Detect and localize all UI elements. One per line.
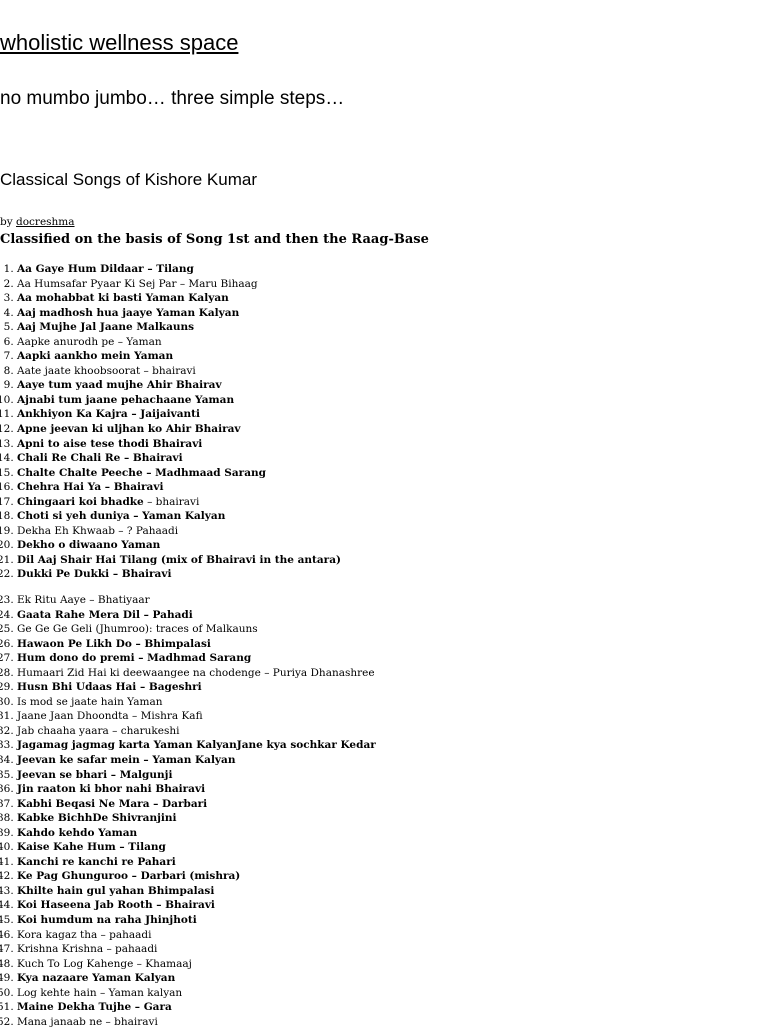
song-list-item bbox=[17, 608, 376, 623]
song-raag-suffix: – bhairavi bbox=[143, 495, 200, 508]
song-title: Chalte Chalte Peeche – Madhmaad Sarang bbox=[17, 466, 266, 479]
song-title: Dil Aaj Shair Hai Tilang (mix of Bhairavi in the antara) bbox=[17, 553, 341, 566]
song-title: Apni to aise tese thodi Bhairavi bbox=[17, 437, 203, 450]
song-title: Ajnabi tum jaane pehachaane Yaman bbox=[17, 393, 235, 406]
song-list-item bbox=[17, 957, 376, 972]
song-list-item bbox=[17, 1015, 376, 1029]
song-list-item bbox=[17, 782, 376, 797]
song-title: Chingaari koi bhadke bbox=[17, 495, 144, 508]
song-title: Aaye tum yaad mujhe Ahir Bhairav bbox=[17, 379, 222, 392]
song-list-item bbox=[17, 680, 376, 695]
song-title: Aa mohabbat ki basti Yaman Kalyan bbox=[17, 292, 229, 305]
song-title: Kabhi Beqasi Ne Mara – Darbari bbox=[17, 797, 208, 810]
song-title: Apne jeevan ki uljhan ko Ahir Bhairav bbox=[17, 423, 241, 436]
song-list-item bbox=[17, 898, 376, 913]
song-title: Khilte hain gul yahan Bhimpalasi bbox=[17, 884, 215, 897]
song-list-item bbox=[17, 913, 376, 928]
song-list-item bbox=[17, 495, 341, 510]
song-list-item bbox=[17, 451, 341, 466]
song-list-item bbox=[17, 378, 341, 393]
song-title: Choti si yeh duniya – Yaman Kalyan bbox=[17, 510, 226, 523]
song-title: Hum dono do premi – Madhmad Sarang bbox=[17, 652, 252, 665]
song-list-item bbox=[17, 651, 376, 666]
song-list-item bbox=[17, 666, 376, 681]
song-title: Aapki aankho mein Yaman bbox=[17, 350, 174, 363]
song-list-item bbox=[17, 709, 376, 724]
song-title: Aa Gaye Hum Dildaar – Tilang bbox=[17, 263, 194, 275]
song-list-item bbox=[17, 622, 376, 637]
song-title: Humaari Zid Hai ki deewaangee na chodenge – Puriya Dhanashree bbox=[17, 666, 375, 679]
song-title: Koi Haseena Jab Rooth – Bhairavi bbox=[17, 899, 215, 912]
song-title: Kabke BichhDe Shivranjini bbox=[17, 812, 177, 825]
song-title: Ge Ge Ge Geli (Jhumroo): traces of Malkauns bbox=[17, 623, 258, 636]
song-list-item bbox=[17, 826, 376, 841]
song-title: Jaane Jaan Dhoondta – Mishra Kafi bbox=[17, 710, 203, 723]
song-list-part-2 bbox=[0, 593, 376, 1029]
song-title: Kahdo kehdo Yaman bbox=[17, 826, 138, 839]
song-title: Gaata Rahe Mera Dil – Pahadi bbox=[17, 608, 193, 621]
song-list-item bbox=[17, 724, 376, 739]
song-list-item bbox=[17, 637, 376, 652]
song-list-item bbox=[17, 928, 376, 943]
site-title-link[interactable]: wholistic wellness space bbox=[0, 30, 239, 55]
site-tagline: no mumbo jumbo… three simple steps… bbox=[0, 88, 345, 109]
song-title: Kora kagaz tha – pahaadi bbox=[17, 928, 152, 941]
song-title: Jab chaaha yaara – charukeshi bbox=[17, 724, 180, 737]
song-list-item bbox=[17, 262, 341, 277]
song-list-item bbox=[17, 811, 376, 826]
song-list-item bbox=[17, 738, 376, 753]
song-title: Kya nazaare Yaman Kalyan bbox=[17, 972, 176, 985]
song-title: Is mod se jaate hain Yaman bbox=[17, 695, 163, 708]
song-list-item bbox=[17, 509, 341, 524]
song-list-item bbox=[17, 407, 341, 422]
song-title: Aaj madhosh hua jaaye Yaman Kalyan bbox=[17, 306, 240, 319]
song-title: Dekho o diwaano Yaman bbox=[17, 539, 161, 552]
site-title bbox=[0, 29, 238, 57]
song-title: Jin raaton ki bhor nahi Bhairavi bbox=[17, 783, 206, 796]
song-list-item bbox=[17, 480, 341, 495]
song-title: Ke Pag Ghunguroo – Darbari (mishra) bbox=[17, 870, 241, 883]
post-title: Classical Songs of Kishore Kumar bbox=[0, 170, 258, 189]
song-list-item bbox=[17, 437, 341, 452]
song-list-item bbox=[17, 884, 376, 899]
song-list-part-1 bbox=[0, 262, 341, 582]
song-list-item bbox=[17, 986, 376, 1001]
song-list-item bbox=[17, 466, 341, 481]
song-title: Kuch To Log Kahenge – Khamaaj bbox=[17, 957, 192, 970]
song-title: Chehra Hai Ya – Bhairavi bbox=[17, 481, 164, 494]
song-title: Aate jaate khoobsoorat – bhairavi bbox=[17, 364, 196, 377]
song-list-item bbox=[17, 306, 341, 321]
song-list-item bbox=[17, 855, 376, 870]
song-title: Koi humdum na raha Jhinjhoti bbox=[17, 914, 197, 927]
song-title: Kaise Kahe Hum – Tilang bbox=[17, 841, 166, 854]
song-list-item bbox=[17, 553, 341, 568]
song-list-item bbox=[17, 393, 341, 408]
song-title: Ankhiyon Ka Kajra – Jaijaivanti bbox=[17, 408, 201, 421]
byline bbox=[0, 214, 75, 230]
song-list-item bbox=[17, 349, 341, 364]
song-title: Hawaon Pe Likh Do – Bhimpalasi bbox=[17, 637, 211, 650]
song-title: Maine Dekha Tujhe – Gara bbox=[17, 1001, 172, 1014]
song-list-item bbox=[17, 593, 376, 608]
song-title: Aa Humsafar Pyaar Ki Sej Par – Maru Bihaag bbox=[17, 277, 258, 290]
song-title: Krishna Krishna – pahaadi bbox=[17, 943, 158, 956]
song-list-item bbox=[17, 364, 341, 379]
song-title: Jagamag jagmag karta Yaman KalyanJane kya sochkar Kedar bbox=[17, 739, 376, 752]
song-title: Mana janaab ne – bhairavi bbox=[17, 1015, 158, 1028]
song-title: Jeevan ke safar mein – Yaman Kalyan bbox=[17, 754, 236, 767]
song-list-item bbox=[17, 971, 376, 986]
song-list-item bbox=[17, 538, 341, 553]
song-title: Jeevan se bhari – Malgunji bbox=[17, 768, 173, 781]
song-list-item bbox=[17, 320, 341, 335]
song-list-item bbox=[17, 695, 376, 710]
song-list-item bbox=[17, 291, 341, 306]
song-list-item bbox=[17, 942, 376, 957]
song-list-item bbox=[17, 277, 341, 292]
song-list-item bbox=[17, 753, 376, 768]
song-title: Aapke anurodh pe – Yaman bbox=[17, 335, 162, 348]
song-title: Aaj Mujhe Jal Jaane Malkauns bbox=[17, 321, 195, 334]
song-list-item bbox=[17, 524, 341, 539]
song-title: Chali Re Chali Re – Bhairavi bbox=[17, 452, 183, 465]
author-link[interactable]: docreshma bbox=[16, 216, 75, 228]
song-title: Kanchi re kanchi re Pahari bbox=[17, 855, 176, 868]
song-title: Ek Ritu Aaye – Bhatiyaar bbox=[17, 594, 150, 606]
song-list-item bbox=[17, 567, 341, 582]
song-title: Log kehte hain – Yaman kalyan bbox=[17, 986, 183, 999]
song-list-item bbox=[17, 869, 376, 884]
song-title: Dukki Pe Dukki – Bhairavi bbox=[17, 568, 172, 581]
song-list-item bbox=[17, 422, 341, 437]
byline-prefix: by bbox=[0, 216, 13, 228]
song-list-item bbox=[17, 768, 376, 783]
song-list-item bbox=[17, 797, 376, 812]
song-list-item bbox=[17, 840, 376, 855]
song-list-item bbox=[17, 1000, 376, 1015]
song-title: Husn Bhi Udaas Hai – Bageshri bbox=[17, 681, 202, 694]
song-list-item bbox=[17, 335, 341, 350]
song-title: Dekha Eh Khwaab – ? Pahaadi bbox=[17, 524, 179, 537]
post-subheading: Classified on the basis of Song 1st and then the Raag-Base bbox=[0, 232, 429, 247]
